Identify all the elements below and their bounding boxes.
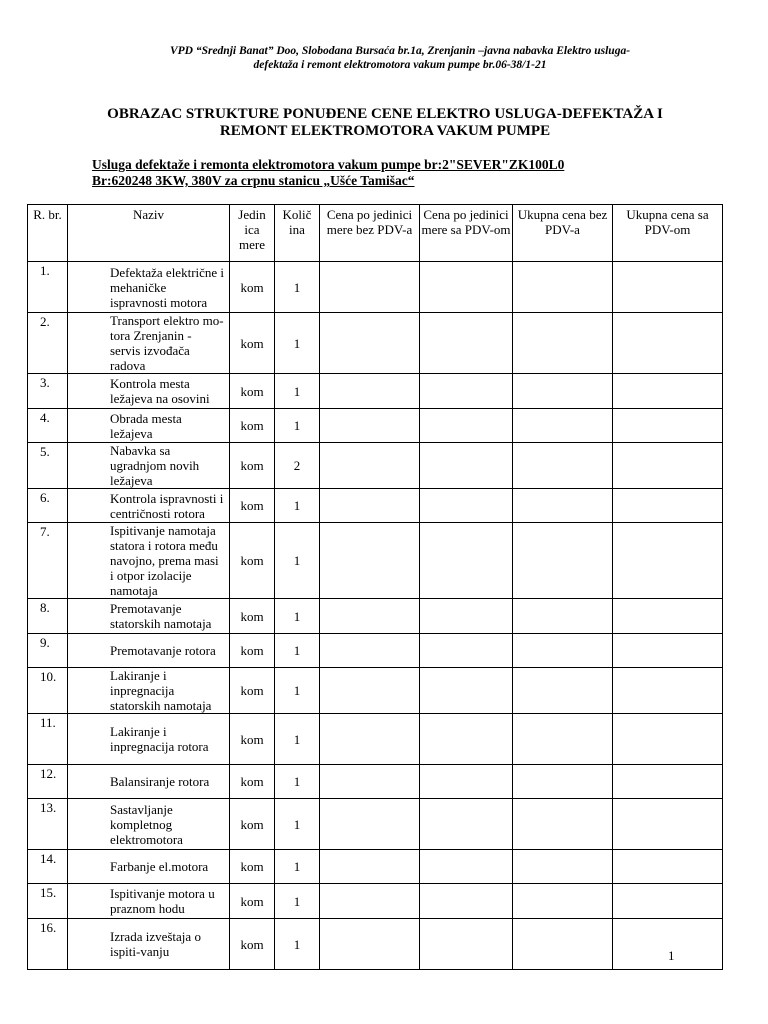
unit-price-with-vat-cell[interactable] xyxy=(420,850,513,884)
item-name: Transport elektro mo-tora Zrenjanin - servis izvođača radova xyxy=(68,313,230,374)
total-price-with-vat-cell[interactable] xyxy=(613,765,723,799)
item-name: Lakiranje i inpregnacija rotora xyxy=(68,714,230,765)
row-number: 3. xyxy=(28,374,68,409)
unit-price-without-vat-cell[interactable] xyxy=(320,765,420,799)
quantity: 2 xyxy=(275,443,320,489)
total-price-with-vat-cell[interactable] xyxy=(613,599,723,634)
unit-of-measure: kom xyxy=(230,489,275,523)
total-price-with-vat-cell[interactable] xyxy=(613,799,723,850)
quantity: 1 xyxy=(275,634,320,668)
total-price-with-vat-cell[interactable] xyxy=(613,409,723,443)
unit-price-without-vat-cell[interactable] xyxy=(320,523,420,599)
row-number: 7. xyxy=(28,523,68,599)
row-number: 8. xyxy=(28,599,68,634)
header-line-2: defektaža i remont elektromotora vakum pumpe br.06-38/1-21 xyxy=(253,59,547,71)
table-row xyxy=(28,443,723,489)
table-row xyxy=(28,799,723,850)
total-price-with-vat-cell[interactable] xyxy=(613,634,723,668)
total-price-without-vat-cell[interactable] xyxy=(513,919,613,970)
header-kolicina: Količ ina xyxy=(275,205,320,262)
total-price-without-vat-cell[interactable] xyxy=(513,668,613,714)
item-name: Ispitivanje namotaja statora i rotora među navojno, prema masi i otpor izolacije namotaja xyxy=(68,523,230,599)
unit-price-with-vat-cell[interactable] xyxy=(420,765,513,799)
table-row xyxy=(28,668,723,714)
total-price-with-vat-cell[interactable] xyxy=(613,714,723,765)
table-row xyxy=(28,714,723,765)
row-number: 12. xyxy=(28,765,68,799)
table-row xyxy=(28,409,723,443)
unit-price-with-vat-cell[interactable] xyxy=(420,409,513,443)
table-row xyxy=(28,523,723,599)
unit-of-measure: kom xyxy=(230,262,275,313)
unit-of-measure: kom xyxy=(230,409,275,443)
table-row xyxy=(28,262,723,313)
total-price-with-vat-cell[interactable] xyxy=(613,489,723,523)
unit-price-with-vat-cell[interactable] xyxy=(420,668,513,714)
unit-price-with-vat-cell[interactable] xyxy=(420,919,513,970)
total-price-without-vat-cell[interactable] xyxy=(513,884,613,919)
unit-price-without-vat-cell[interactable] xyxy=(320,599,420,634)
quantity: 1 xyxy=(275,668,320,714)
row-number: 10. xyxy=(28,668,68,714)
unit-price-without-vat-cell[interactable] xyxy=(320,374,420,409)
total-price-without-vat-cell[interactable] xyxy=(513,599,613,634)
unit-of-measure: kom xyxy=(230,443,275,489)
document-title-line-1: OBRAZAC STRUKTURE PONUĐENE CENE ELEKTRO USLUGA-DEFEKTAŽA I xyxy=(107,106,663,122)
total-price-without-vat-cell[interactable] xyxy=(513,523,613,599)
total-price-with-vat-cell[interactable] xyxy=(613,313,723,374)
unit-price-with-vat-cell[interactable] xyxy=(420,634,513,668)
quantity: 1 xyxy=(275,799,320,850)
total-price-without-vat-cell[interactable] xyxy=(513,443,613,489)
total-price-without-vat-cell[interactable] xyxy=(513,489,613,523)
item-name: Premotavanje rotora xyxy=(68,634,230,668)
unit-of-measure: kom xyxy=(230,523,275,599)
unit-of-measure: kom xyxy=(230,799,275,850)
price-structure-table xyxy=(27,204,723,970)
unit-price-with-vat-cell[interactable] xyxy=(420,714,513,765)
unit-price-with-vat-cell[interactable] xyxy=(420,313,513,374)
unit-of-measure: kom xyxy=(230,850,275,884)
unit-price-without-vat-cell[interactable] xyxy=(320,489,420,523)
row-number: 13. xyxy=(28,799,68,850)
row-number: 5. xyxy=(28,443,68,489)
item-name: Farbanje el.motora xyxy=(68,850,230,884)
table-row xyxy=(28,374,723,409)
quantity: 1 xyxy=(275,313,320,374)
item-name: Premotavanje statorskih namotaja xyxy=(68,599,230,634)
total-price-with-vat-cell[interactable] xyxy=(613,523,723,599)
total-price-without-vat-cell[interactable] xyxy=(513,634,613,668)
item-name: Ispitivanje motora u praznom hodu xyxy=(68,884,230,919)
table-row xyxy=(28,919,723,970)
header-cena-sa-pdv: Cena po jedinici mere sa PDV-om xyxy=(420,205,513,262)
item-name: Lakiranje i inpregnacija statorskih namotaja xyxy=(68,668,230,714)
service-description-line-1: Usluga defektaže i remonta elektromotora vakum pumpe br:2"SEVER"ZK100L0 xyxy=(92,157,565,172)
total-price-with-vat-cell[interactable] xyxy=(613,262,723,313)
unit-price-without-vat-cell[interactable] xyxy=(320,884,420,919)
unit-price-with-vat-cell[interactable] xyxy=(420,599,513,634)
total-price-without-vat-cell[interactable] xyxy=(513,262,613,313)
row-number: 9. xyxy=(28,634,68,668)
item-name: Balansiranje rotora xyxy=(68,765,230,799)
unit-price-without-vat-cell[interactable] xyxy=(320,799,420,850)
table-row xyxy=(28,765,723,799)
total-price-with-vat-cell[interactable] xyxy=(613,374,723,409)
unit-price-without-vat-cell[interactable] xyxy=(320,313,420,374)
unit-of-measure: kom xyxy=(230,884,275,919)
document-title-line-2: REMONT ELEKTROMOTORA VAKUM PUMPE xyxy=(219,123,551,139)
header-ukupno-sa-pdv: Ukupna cena sa PDV-om xyxy=(613,205,723,262)
header-cena-bez-pdv: Cena po jedinici mere bez PDV-a xyxy=(320,205,420,262)
header-rbr: R. br. xyxy=(28,205,68,262)
unit-price-with-vat-cell[interactable] xyxy=(420,523,513,599)
service-description-line-2: Br:620248 3KW, 380V za crpnu stanicu „Ušće Tamišac“ xyxy=(92,173,415,188)
item-name: Obrada mesta ležajeva xyxy=(68,409,230,443)
quantity: 1 xyxy=(275,409,320,443)
row-number: 4. xyxy=(28,409,68,443)
table-row xyxy=(28,489,723,523)
page-number: 1 xyxy=(668,948,675,963)
table-row xyxy=(28,634,723,668)
table-row xyxy=(28,850,723,884)
total-price-with-vat-cell[interactable] xyxy=(613,850,723,884)
unit-price-with-vat-cell[interactable] xyxy=(420,884,513,919)
quantity: 1 xyxy=(275,765,320,799)
row-number: 14. xyxy=(28,850,68,884)
quantity: 1 xyxy=(275,919,320,970)
item-name: Kontrola mesta ležajeva na osovini xyxy=(68,374,230,409)
unit-price-without-vat-cell[interactable] xyxy=(320,262,420,313)
table-row xyxy=(28,599,723,634)
total-price-without-vat-cell[interactable] xyxy=(513,313,613,374)
quantity: 1 xyxy=(275,599,320,634)
quantity: 1 xyxy=(275,523,320,599)
unit-price-without-vat-cell[interactable] xyxy=(320,919,420,970)
quantity: 1 xyxy=(275,850,320,884)
total-price-without-vat-cell[interactable] xyxy=(513,374,613,409)
unit-price-without-vat-cell[interactable] xyxy=(320,443,420,489)
unit-price-with-vat-cell[interactable] xyxy=(420,489,513,523)
unit-of-measure: kom xyxy=(230,634,275,668)
unit-price-without-vat-cell[interactable] xyxy=(320,714,420,765)
item-name: Kontrola ispravnosti i centričnosti rotora xyxy=(68,489,230,523)
total-price-with-vat-cell[interactable] xyxy=(613,443,723,489)
total-price-without-vat-cell[interactable] xyxy=(513,850,613,884)
unit-price-with-vat-cell[interactable] xyxy=(420,374,513,409)
item-name: Nabavka sa ugradnjom novih ležajeva xyxy=(68,443,230,489)
unit-of-measure: kom xyxy=(230,374,275,409)
quantity: 1 xyxy=(275,262,320,313)
table-row xyxy=(28,313,723,374)
unit-price-without-vat-cell[interactable] xyxy=(320,668,420,714)
row-number: 15. xyxy=(28,884,68,919)
unit-of-measure: kom xyxy=(230,919,275,970)
table-row xyxy=(28,884,723,919)
quantity: 1 xyxy=(275,884,320,919)
header-jedinica-mere: Jedin ica mere xyxy=(230,205,275,262)
row-number: 16. xyxy=(28,919,68,970)
total-price-without-vat-cell[interactable] xyxy=(513,409,613,443)
item-name: Defektaža električne i mehaničke ispravnosti motora xyxy=(68,262,230,313)
item-name: Sastavljanje kompletnog elektromotora xyxy=(68,799,230,850)
unit-of-measure: kom xyxy=(230,313,275,374)
quantity: 1 xyxy=(275,489,320,523)
row-number: 11. xyxy=(28,714,68,765)
total-price-without-vat-cell[interactable] xyxy=(513,765,613,799)
unit-price-without-vat-cell[interactable] xyxy=(320,409,420,443)
total-price-with-vat-cell[interactable] xyxy=(613,668,723,714)
row-number: 2. xyxy=(28,313,68,374)
quantity: 1 xyxy=(275,374,320,409)
table-header-row xyxy=(28,205,723,262)
unit-of-measure: kom xyxy=(230,668,275,714)
item-name: Izrada izveštaja o ispiti-vanju xyxy=(68,919,230,970)
unit-price-with-vat-cell[interactable] xyxy=(420,799,513,850)
row-number: 6. xyxy=(28,489,68,523)
unit-price-with-vat-cell[interactable] xyxy=(420,443,513,489)
total-price-without-vat-cell[interactable] xyxy=(513,714,613,765)
unit-price-without-vat-cell[interactable] xyxy=(320,634,420,668)
unit-price-without-vat-cell[interactable] xyxy=(320,850,420,884)
total-price-without-vat-cell[interactable] xyxy=(513,799,613,850)
header-naziv: Naziv xyxy=(68,205,230,262)
unit-of-measure: kom xyxy=(230,714,275,765)
unit-of-measure: kom xyxy=(230,765,275,799)
header-ukupno-bez-pdv: Ukupna cena bez PDV-a xyxy=(513,205,613,262)
row-number: 1. xyxy=(28,262,68,313)
total-price-with-vat-cell[interactable] xyxy=(613,884,723,919)
quantity: 1 xyxy=(275,714,320,765)
unit-price-with-vat-cell[interactable] xyxy=(420,262,513,313)
unit-of-measure: kom xyxy=(230,599,275,634)
header-line-1: VPD “Srednji Banat” Doo, Slobodana Bursaća br.1a, Zrenjanin –javna nabavka Elektro usluga- xyxy=(169,45,631,57)
